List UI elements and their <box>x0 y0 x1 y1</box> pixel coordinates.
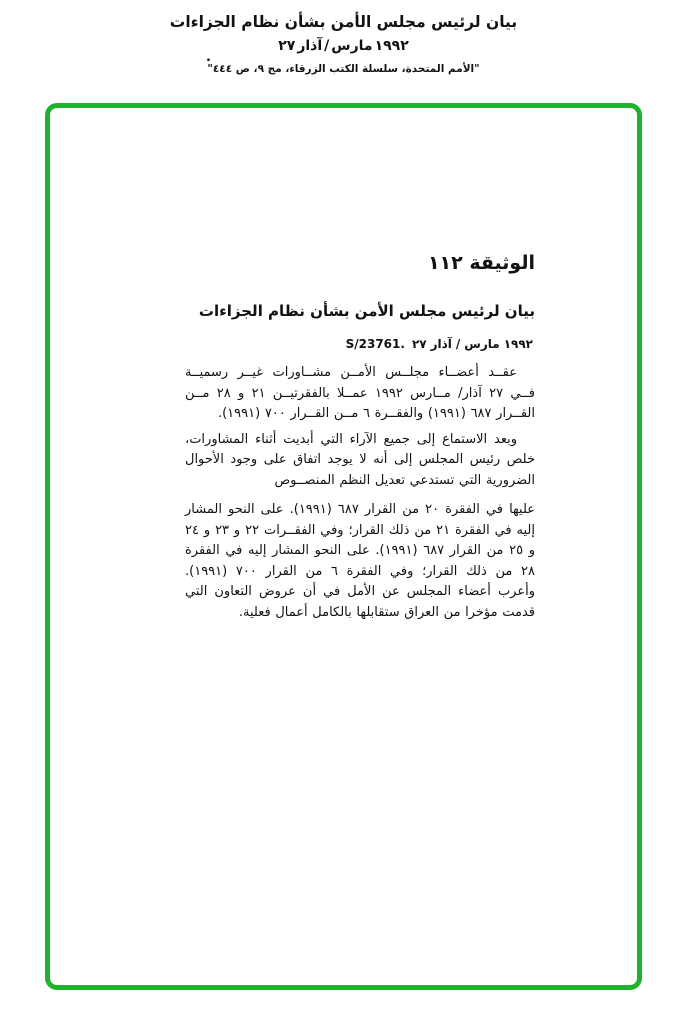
document-symbol: S/23761. <box>345 337 405 351</box>
page-header-date: ٢٧ آذار / مارس ١٩٩٢ <box>278 38 409 54</box>
document-title: بيان لرئيس مجلس الأمن بشأن نظام الجزاءات <box>198 302 535 320</box>
document-column <box>185 250 535 623</box>
document-date: ٢٧ آذار / مارس ١٩٩٢ <box>411 337 533 351</box>
page-header <box>0 13 687 75</box>
green-frame-border <box>45 103 642 990</box>
document-symbol-date-line <box>185 337 535 351</box>
page-header-title: بيان لرئيس مجلس الأمن بشأن نظام الجزاءات <box>169 13 518 31</box>
body-paragraph-1: عقــد أعضــاء مجلــس الأمــن مشــاورات غيــر رسميــة فــي ٢٧ آذار/ مــارس ١٩٩٢ عمــلا بالفقرتيــن ٢١ و ٢٨ مــن القــرار ٦٨٧ (١٩٩١) والفقــرة ٦ مــن القــرار ٧٠٠ (١٩٩١). <box>185 365 536 421</box>
stray-period-mark: . <box>206 50 211 65</box>
page-header-source-citation: "الأمم المتحدة، سلسلة الكتب الزرقاء، مج ٩، ص ٤٤٤" <box>207 63 480 75</box>
document-number-heading: الوثيقة ١١٢ <box>427 252 535 274</box>
body-paragraph-3: عليها في الفقرة ٢٠ من القرار ٦٨٧ (١٩٩١). على النحو المشار إليه في الفقرة ٢١ من ذلك القرار؛ وفي الفقــرات ٢٢ و ٢٣ و ٢٤ و ٢٥ من القرار ٦٨٧ (١٩٩١). على النحو المشار إليه في الفقرة ٢٨ من ذلك القرار؛ وفي الفقرة ٦ من القرار ٧٠٠ (١٩٩١). وأعرب أعضاء المجلس عن الأمل في أن عروض التعاون التي قدمت مؤخرا من العراق ستقابلها بالكامل أعمال فعلية. <box>185 502 536 620</box>
body-paragraph-2: وبعد الاستماع إلى جميع الآراء التي أبديت أثناء المشاورات، خلص رئيس المجلس إلى أنه لا يوجد اتفاق على وجود الأحوال الضرورية التي تستدعي تعديل النظم المنصــوص <box>185 431 535 488</box>
